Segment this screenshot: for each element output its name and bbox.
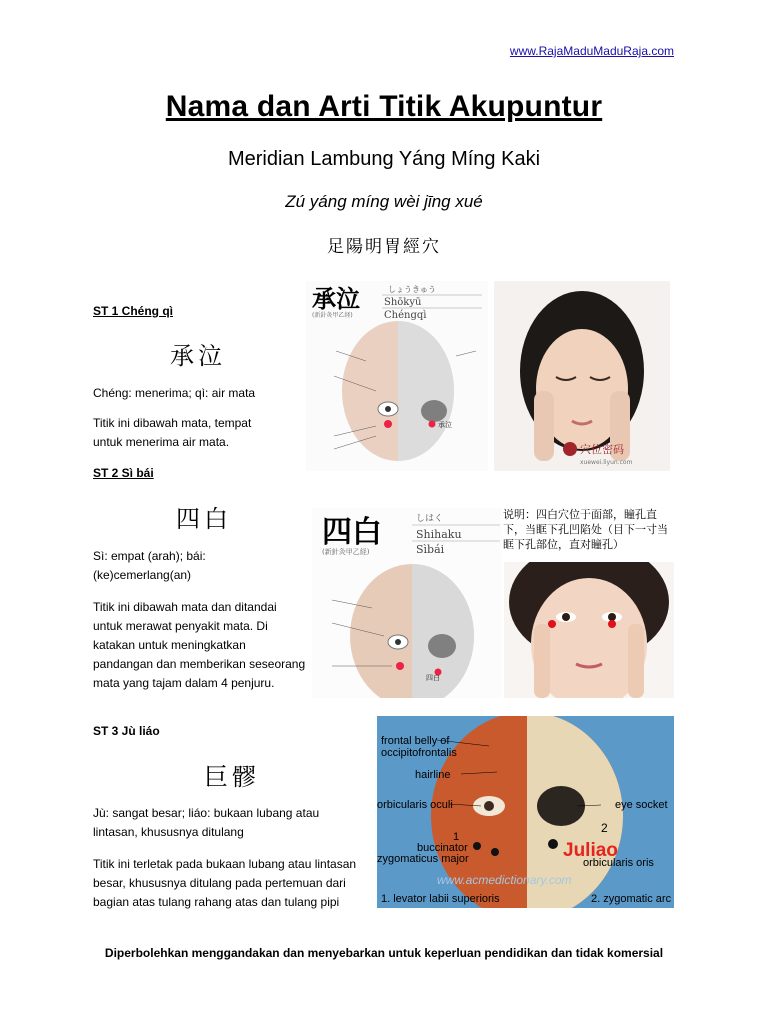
- st1-heading: ST 1 Chéng qì: [93, 304, 174, 318]
- svg-text:xuewei.liyun.com: xuewei.liyun.com: [580, 459, 633, 466]
- st2-chart-note: 说明：四白穴位于面部，瞳孔直下，当眶下孔凹陷处（目下一寸当眶下孔部位，直对瞳孔）: [503, 508, 668, 551]
- svg-text:(新針灸甲乙経): (新針灸甲乙経): [322, 548, 370, 556]
- st2-meaning: Sì: empat (arah); bái: (ke)cemerlang(an): [93, 549, 206, 582]
- svg-text:しはく: しはく: [416, 514, 444, 524]
- st1-face-photo: [494, 281, 670, 471]
- st1-anatomy-chart: [306, 281, 488, 471]
- hanzi-title: 足陽明胃經穴: [327, 237, 441, 257]
- st3-description: Titik ini terletak pada bukaan lubang atau lintasan besar, khususnya ditulang pada pertemuan dari bagian atas tulang rahang atas dan tulang pipi: [93, 857, 357, 909]
- svg-text:Juliao: Juliao: [563, 840, 618, 861]
- svg-text:2: 2: [601, 821, 608, 835]
- st3-hanzi: 巨髎: [204, 763, 260, 791]
- svg-text:occipitofrontalis: occipitofrontalis: [381, 747, 457, 759]
- st1-chart-title: 承泣: [312, 285, 360, 313]
- st2-description: Titik ini dibawah mata dan ditandai untuk merawat penyakit mata. Di katakan untuk meningkatkan pandangan dan memberikan seseorang mata yang tajam dalam 4 penjuru.: [93, 600, 306, 690]
- st1-description: Titik ini dibawah mata, tempat untuk menerima air mata.: [93, 416, 252, 449]
- svg-text:1: 1: [453, 831, 460, 843]
- svg-text:Shihaku: Shihaku: [416, 528, 462, 541]
- svg-text:(新針灸甲乙経): (新針灸甲乙経): [312, 312, 353, 319]
- page-title: Nama dan Arti Titik Akupuntur: [165, 90, 603, 123]
- st2-heading: ST 2 Sì bái: [93, 466, 154, 480]
- st3-anatomy-chart: [377, 716, 674, 908]
- svg-text:zygomaticus major: zygomaticus major: [377, 853, 469, 865]
- st1-meaning: Chéng: menerima; qì: air mata: [93, 386, 256, 400]
- svg-text:orbicularis oris: orbicularis oris: [583, 857, 654, 869]
- svg-text:www.acmedictionary.com: www.acmedictionary.com: [437, 873, 572, 887]
- svg-text:eye socket: eye socket: [615, 799, 668, 811]
- svg-text:Sìbái: Sìbái: [416, 543, 445, 556]
- svg-text:四白: 四白: [426, 674, 440, 682]
- st3-heading: ST 3 Jù liáo: [93, 724, 160, 738]
- st3-meaning: Jù: sangat besar; liáo: bukaan lubang atau lintasan, khususnya ditulang: [93, 806, 320, 839]
- svg-text:穴位密码: 穴位密码: [580, 443, 624, 456]
- svg-text:orbicularis oculi: orbicularis oculi: [377, 799, 453, 811]
- pinyin-line: Zú yáng míng wèi jīng xué: [285, 192, 483, 211]
- footer-note: Diperbolehkan menggandakan dan menyebarkan untuk keperluan pendidikan dan tidak komersial: [104, 946, 664, 960]
- st1-hanzi: 承泣: [170, 342, 226, 370]
- svg-text:frontal belly of: frontal belly of: [381, 735, 450, 747]
- st2-anatomy-chart: [312, 508, 502, 698]
- page-subtitle: Meridian Lambung Yáng Míng Kaki: [227, 148, 541, 170]
- svg-text:しょうきゅう: しょうきゅう: [388, 285, 436, 294]
- st2-chart-title: 四白: [322, 515, 382, 550]
- svg-text:2. zygomatic arc: 2. zygomatic arc: [591, 893, 672, 905]
- svg-text:Chéngqì: Chéngqì: [384, 310, 427, 321]
- website-link[interactable]: www.RajaMaduMaduRaja.com: [509, 44, 674, 58]
- st2-face-photo: [504, 562, 674, 698]
- svg-text:承泣: 承泣: [438, 421, 452, 429]
- svg-text:hairline: hairline: [415, 769, 451, 781]
- st2-hanzi: 四白: [176, 505, 232, 533]
- svg-text:Shōkyū: Shōkyū: [384, 297, 422, 308]
- svg-text:buccinator: buccinator: [417, 842, 468, 854]
- svg-text:1. levator labii superioris: 1. levator labii superioris: [381, 893, 500, 905]
